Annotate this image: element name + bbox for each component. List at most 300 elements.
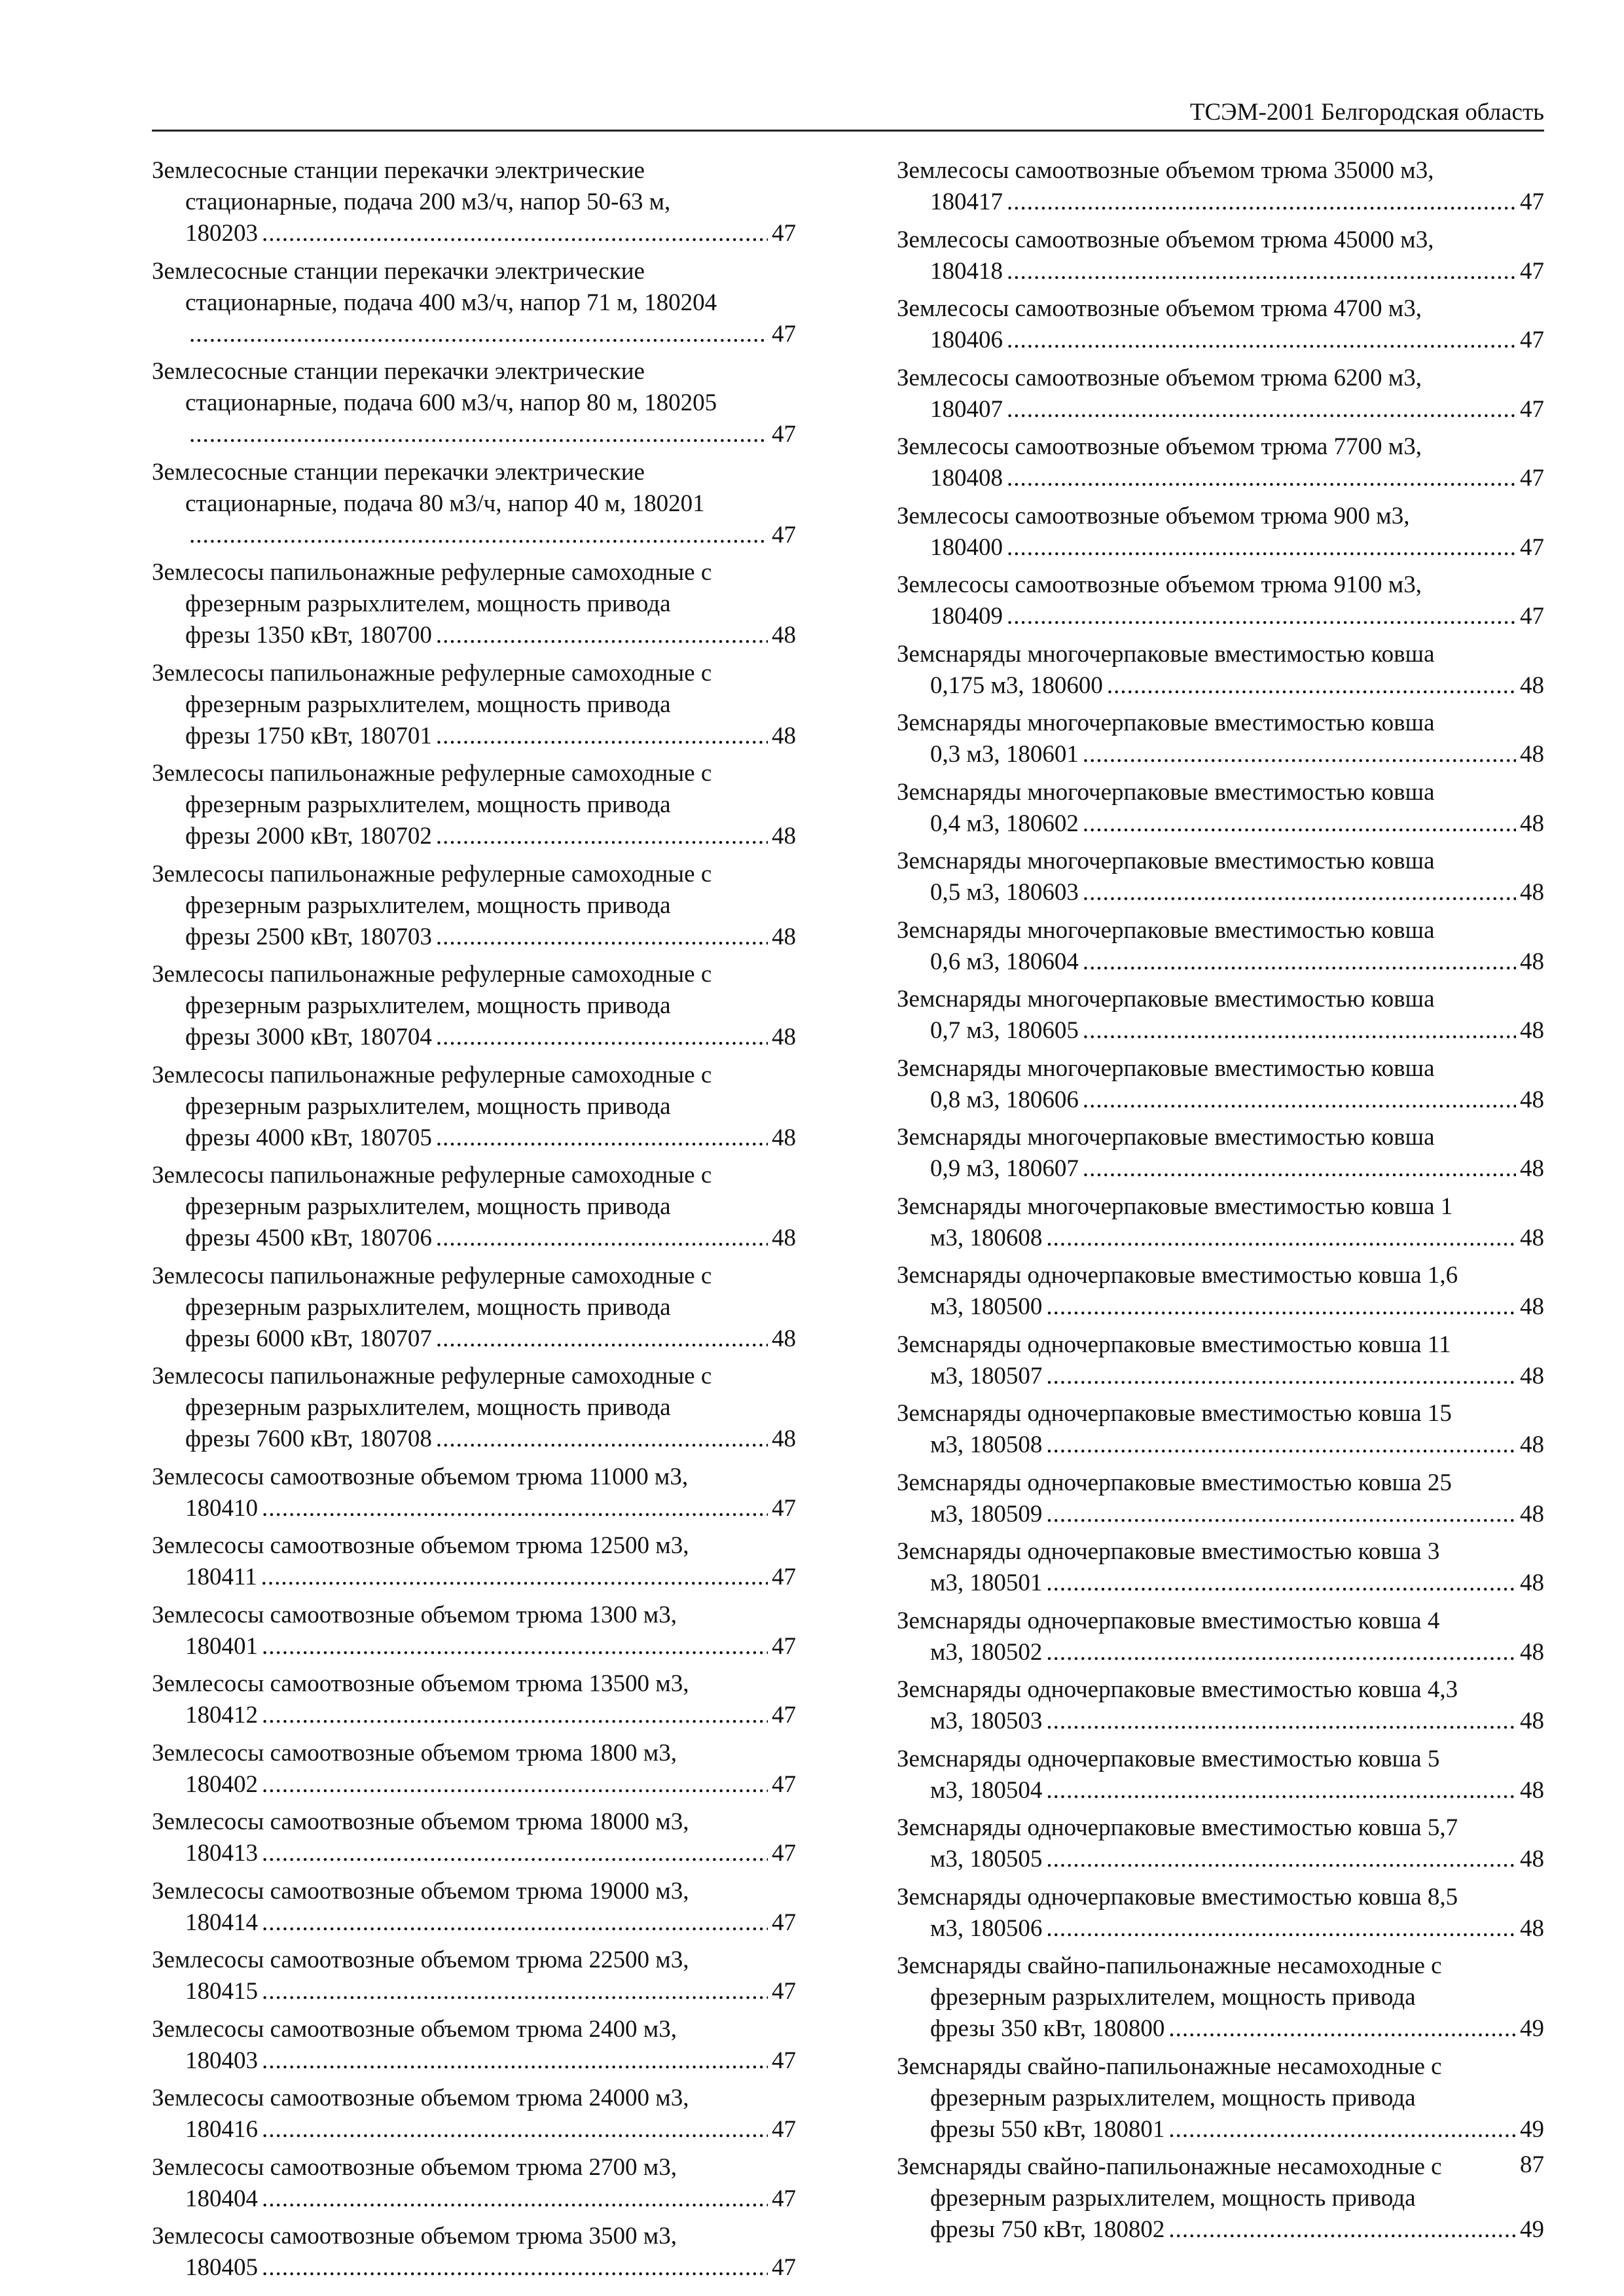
dot-leader — [262, 1700, 768, 1731]
index-entry-page: 47 — [772, 1909, 796, 1936]
dot-leader — [1046, 1361, 1516, 1392]
index-entry-leader — [152, 620, 796, 651]
index-entry-code: 0,8 м3, 180606 — [930, 1086, 1079, 1113]
index-entry — [152, 1060, 796, 1154]
index-entry-leader — [897, 2214, 1544, 2246]
index-entry-text: Землесосы папильонажные рефулерные самоходные с фрезерным разрыхлителем, мощность привода — [152, 1061, 712, 1120]
index-entry — [897, 1191, 1544, 1254]
index-entry-leader — [897, 1291, 1544, 1323]
index-entry-code: м3, 180502 — [930, 1638, 1043, 1666]
index-entry — [152, 1361, 796, 1455]
index-entry-text: Земснаряды многочерпаковые вместимостью ковша — [897, 1124, 1435, 1151]
index-column-left — [152, 155, 796, 2290]
index-entry-text: Землесосы папильонажные рефулерные самоходные с фрезерным разрыхлителем, мощность привода — [152, 559, 712, 617]
index-entry-page: 48 — [1520, 1224, 1544, 1251]
index-entry-text: Землесосы самоотвозные объемом трюма 9100 м3, — [897, 571, 1422, 598]
index-entry — [152, 2152, 796, 2215]
index-entry — [152, 457, 796, 551]
index-entry-page: 48 — [1520, 1500, 1544, 1528]
index-entry-code: 180414 — [185, 1909, 258, 1936]
index-entry-page: 47 — [772, 2047, 796, 2074]
index-entry-code: фрезы 1350 кВт, 180700 — [185, 622, 432, 649]
index-entry-leader — [152, 2183, 796, 2215]
dot-leader — [262, 1976, 768, 2007]
index-entry-leader — [152, 1700, 796, 1731]
index-entry-code: 180417 — [930, 188, 1003, 215]
index-entry-page: 48 — [772, 923, 796, 950]
index-entry-page: 48 — [772, 1124, 796, 1151]
index-entry-text: Землесосы самоотвозные объемом трюма 13500 м3, — [152, 1670, 689, 1697]
index-entry-text: Земснаряды одночерпаковые вместимостью ковша 11 — [897, 1331, 1451, 1358]
index-entry — [152, 1668, 796, 1731]
index-entry-page: 47 — [772, 1770, 796, 1798]
index-entry-code: 180409 — [930, 603, 1003, 630]
index-entry-page: 48 — [1520, 948, 1544, 975]
index-entry-leader — [152, 520, 796, 551]
index-entry-page: 47 — [772, 320, 796, 348]
index-entry — [897, 915, 1544, 978]
dot-leader — [262, 2183, 768, 2215]
index-entry-text: Земснаряды многочерпаковые вместимостью ковша — [897, 848, 1435, 874]
dot-leader — [436, 1122, 768, 1154]
index-entry-page: 47 — [1520, 257, 1544, 285]
dot-leader — [1083, 877, 1516, 908]
index-entry-leader — [152, 1838, 796, 1869]
dot-leader — [1168, 2114, 1516, 2145]
dot-leader — [436, 620, 768, 651]
index-entry-page: 48 — [772, 1024, 796, 1050]
dot-leader — [261, 1562, 768, 1593]
index-entry-code: 180203 — [185, 220, 258, 247]
index-entry — [897, 1674, 1544, 1737]
index-entry — [897, 1882, 1544, 1945]
index-entry-leader — [152, 2252, 796, 2284]
index-entry-leader — [897, 2114, 1544, 2145]
index-entry-code: 180416 — [185, 2116, 258, 2143]
index-entry-text: Землесосы самоотвозные объемом трюма 12500 м3, — [152, 1532, 689, 1559]
index-entry-leader — [897, 1775, 1544, 1806]
index-entry — [897, 1260, 1544, 1323]
index-entry — [152, 256, 796, 350]
dot-leader — [262, 2114, 768, 2145]
index-entry-code: фрезы 4500 кВт, 180706 — [185, 1225, 432, 1251]
index-entry — [897, 1812, 1544, 1875]
index-entry-code: фрезы 4000 кВт, 180705 — [185, 1124, 432, 1151]
index-entry-code: м3, 180509 — [930, 1500, 1043, 1528]
index-entry-code: 180402 — [185, 1770, 258, 1798]
index-entry-page: 48 — [772, 1426, 796, 1452]
index-entry-leader — [897, 1706, 1544, 1737]
index-entry — [897, 1744, 1544, 1806]
index-entry — [897, 1950, 1544, 2045]
index-entry — [152, 658, 796, 752]
dot-leader — [1046, 1706, 1516, 1737]
index-entry-text: Землесосные станции перекачки электрические стационарные, подача 600 м3/ч, напор 80 м, 180205 — [152, 358, 717, 416]
index-entry-text: Земснаряды одночерпаковые вместимостью ковша 4 — [897, 1607, 1440, 1634]
dot-leader — [1007, 532, 1516, 564]
index-entry-page: 49 — [1520, 2216, 1544, 2243]
index-entry — [897, 1053, 1544, 1116]
index-entry-code: м3, 180508 — [930, 1431, 1043, 1458]
index-entry-page: 47 — [1520, 603, 1544, 630]
index-entry-text: Землесосы самоотвозные объемом трюма 35000 м3, — [897, 157, 1434, 184]
dot-leader — [262, 1838, 768, 1869]
index-entry-page: 48 — [1520, 1362, 1544, 1390]
index-entry-text: Земснаряды одночерпаковые вместимостью ковша 1,6 — [897, 1262, 1458, 1289]
index-entry-text: Земснаряды многочерпаковые вместимостью ковша 1 — [897, 1193, 1453, 1220]
index-entry-code: 0,6 м3, 180604 — [930, 948, 1079, 975]
dot-leader — [436, 1323, 768, 1355]
index-entry-text: Земснаряды многочерпаковые вместимостью ковша — [897, 986, 1435, 1013]
index-entry-code: фрезы 7600 кВт, 180708 — [185, 1426, 432, 1452]
index-entry-text: Землесосные станции перекачки электрические стационарные, подача 400 м3/ч, напор 71 м, 180204 — [152, 257, 717, 316]
index-entry-page: 48 — [772, 722, 796, 749]
index-entry — [897, 431, 1544, 494]
dot-leader — [189, 419, 768, 450]
dot-leader — [436, 922, 768, 953]
dot-leader — [1007, 601, 1516, 632]
index-entry-code: фрезы 750 кВт, 180802 — [930, 2216, 1165, 2243]
index-entry-code: м3, 180501 — [930, 1570, 1043, 1596]
index-entry — [152, 1530, 796, 1593]
dot-leader — [1083, 808, 1516, 840]
index-entry-code: м3, 180608 — [930, 1224, 1043, 1251]
index-entry-code: 0,9 м3, 180607 — [930, 1155, 1079, 1182]
index-entry-text: Земснаряды одночерпаковые вместимостью ковша 15 — [897, 1400, 1452, 1427]
index-entry — [152, 356, 796, 450]
index-entry-page: 47 — [1520, 465, 1544, 492]
index-entry-leader — [152, 2045, 796, 2077]
index-entry-text: Земснаряды одночерпаковые вместимостью ковша 4,3 — [897, 1676, 1458, 1703]
index-entry-page: 47 — [772, 2185, 796, 2212]
index-entry-code: 180413 — [185, 1840, 258, 1867]
index-entry-code: м3, 180504 — [930, 1776, 1043, 1804]
index-entry-leader — [897, 256, 1544, 287]
index-entry-page: 47 — [772, 1840, 796, 1867]
index-entry-page: 48 — [1520, 1431, 1544, 1458]
index-entry-page: 47 — [1520, 395, 1544, 423]
index-entry-code: фрезы 1750 кВт, 180701 — [185, 722, 432, 749]
index-entry-code: 180418 — [930, 257, 1003, 285]
index-entry-code: фрезы 2500 кВт, 180703 — [185, 923, 432, 950]
index-entry-text: Землесосы самоотвозные объемом трюма 6200 м3, — [897, 364, 1422, 391]
index-entry-page: 47 — [772, 421, 796, 448]
index-entry-leader — [897, 946, 1544, 978]
dot-leader — [1046, 1429, 1516, 1461]
page-number: 87 — [1520, 2151, 1544, 2178]
index-entry-code: 180401 — [185, 1632, 258, 1660]
index-entry-text: Землесосы самоотвозные объемом трюма 900 м3, — [897, 502, 1410, 529]
index-entry-code: 180410 — [185, 1494, 258, 1522]
index-entry-code: м3, 180507 — [930, 1362, 1043, 1390]
index-entry-text: Земснаряды многочерпаковые вместимостью ковша — [897, 916, 1435, 944]
dot-leader — [1083, 739, 1516, 770]
dot-leader — [262, 2045, 768, 2077]
index-entry — [152, 959, 796, 1053]
index-entry-leader — [152, 419, 796, 450]
dot-leader — [189, 520, 768, 551]
index-entry-text: Землесосы самоотвозные объемом трюма 2400 м3, — [152, 2015, 677, 2043]
running-header — [152, 97, 1544, 132]
index-entry-page: 48 — [772, 823, 796, 850]
index-entry-leader — [897, 1429, 1544, 1461]
index-entry — [897, 708, 1544, 770]
index-entry-leader — [152, 218, 796, 249]
index-entry-text: Землесосы самоотвозные объемом трюма 4700 м3, — [897, 295, 1422, 322]
index-entry-leader — [897, 325, 1544, 356]
index-entry-text: Земснаряды многочерпаковые вместимостью ковша — [897, 778, 1435, 806]
index-entry — [897, 1122, 1544, 1185]
index-entry-text: Земснаряды многочерпаковые вместимостью ковша — [897, 1054, 1435, 1082]
index-entry-text: Земснаряды многочерпаковые вместимостью ковша — [897, 709, 1435, 736]
index-entry — [152, 1600, 796, 1662]
index-entry-page: 47 — [772, 220, 796, 247]
index-entry-text: Земснаряды одночерпаковые вместимостью ковша 3 — [897, 1538, 1440, 1565]
index-entry-text: Землесосы самоотвозные объемом трюма 11000 м3, — [152, 1463, 689, 1490]
index-entry-text: Землесосы самоотвозные объемом трюма 45000 м3, — [897, 226, 1434, 253]
index-entry — [152, 1806, 796, 1869]
index-entry-page: 48 — [772, 1325, 796, 1352]
index-entry — [897, 155, 1544, 218]
index-entry-code: 180405 — [185, 2254, 258, 2281]
index-entry-leader — [152, 922, 796, 953]
dot-leader — [436, 1022, 768, 1053]
index-entry-text: Земснаряды одночерпаковые вместимостью ковша 8,5 — [897, 1883, 1458, 1910]
index-entry-text: Землесосы самоотвозные объемом трюма 24000 м3, — [152, 2085, 689, 2111]
index-entry-page: 47 — [1520, 327, 1544, 353]
index-entry — [152, 557, 796, 651]
index-entry — [152, 1261, 796, 1355]
index-entry-leader — [897, 187, 1544, 218]
index-entry-text: Землесосы самоотвозные объемом трюма 1800 м3, — [152, 1739, 677, 1767]
dot-leader — [262, 1769, 768, 1801]
dot-leader — [262, 2252, 768, 2284]
index-entry-page: 47 — [772, 521, 796, 548]
dot-leader — [1168, 2013, 1516, 2045]
dot-leader — [1007, 463, 1516, 494]
index-entry — [897, 363, 1544, 425]
index-entry — [897, 1398, 1544, 1461]
dot-leader — [1046, 1568, 1516, 1599]
index-entry — [152, 2014, 796, 2077]
index-entry-text: Землесосы самоотвозные объемом трюма 22500 м3, — [152, 1946, 689, 1973]
index-entry-text: Землесосы самоотвозные объемом трюма 1300 м3, — [152, 1601, 677, 1628]
index-entry-page: 48 — [772, 622, 796, 649]
index-entry — [152, 1945, 796, 2007]
dot-leader — [1046, 1499, 1516, 1530]
index-entry-code: 0,3 м3, 180601 — [930, 741, 1079, 768]
index-entry-text: Землесосы самоотвозные объемом трюма 3500 м3, — [152, 2223, 677, 2250]
index-entry-leader — [897, 1361, 1544, 1392]
index-entry — [152, 1160, 796, 1254]
index-entry-leader — [897, 1499, 1544, 1530]
index-entry-code: 180407 — [930, 395, 1003, 423]
index-entry-leader — [897, 1844, 1544, 1875]
index-entry-page: 47 — [772, 1564, 796, 1590]
dot-leader — [436, 1223, 768, 1254]
index-entry-leader — [152, 1493, 796, 1524]
index-entry-code: фрезы 2000 кВт, 180702 — [185, 823, 432, 850]
dot-leader — [1083, 946, 1516, 978]
index-entry-leader — [152, 1223, 796, 1254]
index-entry-leader — [897, 1015, 1544, 1047]
index-entry-text: Земснаряды свайно-папильонажные несамоходные с фрезерным разрыхлителем, мощность привода — [897, 1952, 1442, 2011]
index-entry-leader — [152, 1976, 796, 2007]
dot-leader — [1046, 1637, 1516, 1668]
index-entry-text: Землесосы папильонажные рефулерные самоходные с фрезерным разрыхлителем, мощность привода — [152, 760, 712, 818]
index-entry-page: 48 — [1520, 810, 1544, 837]
index-entry-text: Земснаряды одночерпаковые вместимостью ковша 5,7 — [897, 1814, 1458, 1841]
dot-leader — [1083, 1015, 1516, 1047]
index-entry-leader — [897, 808, 1544, 840]
dot-leader — [1046, 1844, 1516, 1875]
index-entry-code: 0,4 м3, 180602 — [930, 810, 1079, 837]
index-entry-leader — [897, 394, 1544, 425]
dot-leader — [1007, 325, 1516, 356]
document-title: ТСЭМ-2001 Белгородская область — [1189, 99, 1544, 126]
index-entry-page: 49 — [1520, 2015, 1544, 2042]
index-entry-page: 48 — [1520, 1638, 1544, 1666]
index-entry-code: 180411 — [185, 1564, 257, 1590]
dot-leader — [1007, 394, 1516, 425]
index-entry-page: 48 — [1520, 1570, 1544, 1596]
index-entry — [897, 984, 1544, 1047]
index-entry — [152, 1738, 796, 1801]
index-entry-page: 48 — [1520, 672, 1544, 699]
index-entry-page: 48 — [1520, 741, 1544, 768]
dot-leader — [436, 821, 768, 852]
dot-leader — [189, 319, 768, 350]
index-entry-code: м3, 180505 — [930, 1846, 1043, 1873]
index-entry-page: 48 — [1520, 1293, 1544, 1320]
index-entry-code: фрезы 3000 кВт, 180704 — [185, 1024, 432, 1050]
index-entry-code: м3, 180503 — [930, 1708, 1043, 1734]
index-entry-leader — [152, 1424, 796, 1455]
index-entry — [152, 1462, 796, 1524]
index-entry-code: 0,7 м3, 180605 — [930, 1017, 1079, 1044]
index-entry-leader — [152, 821, 796, 852]
index-entry-code: фрезы 350 кВт, 180800 — [930, 2015, 1165, 2042]
index-entry-page: 48 — [1520, 1155, 1544, 1182]
dot-leader — [1046, 1913, 1516, 1945]
index-entry-leader — [897, 1568, 1544, 1599]
dot-leader — [262, 1493, 768, 1524]
index-entry-text: Земснаряды одночерпаковые вместимостью ковша 5 — [897, 1745, 1440, 1772]
index-entry-text: Землесосы папильонажные рефулерные самоходные с фрезерным разрыхлителем, мощность привода — [152, 1262, 712, 1321]
index-entry-text: Землесосы папильонажные рефулерные самоходные с фрезерным разрыхлителем, мощность привода — [152, 961, 712, 1019]
dot-leader — [1083, 1153, 1516, 1185]
index-entry — [152, 155, 796, 249]
index-entry-leader — [897, 532, 1544, 564]
index-entry-page: 48 — [772, 1225, 796, 1251]
dot-leader — [1083, 1085, 1516, 1116]
index-entry — [152, 1876, 796, 1939]
dot-leader — [436, 721, 768, 752]
index-entry-text: Землесосные станции перекачки электрические стационарные, подача 200 м3/ч, напор 50-63 м, — [152, 157, 671, 215]
index-entry-leader — [152, 1022, 796, 1053]
index-entry-page: 47 — [1520, 188, 1544, 215]
index-entry-leader — [897, 1913, 1544, 1945]
dot-leader — [1168, 2214, 1516, 2246]
index-entry-page: 47 — [772, 1632, 796, 1660]
index-entry-page: 48 — [1520, 1846, 1544, 1873]
index-entry — [897, 1605, 1544, 1668]
index-entry-leader — [152, 319, 796, 350]
dot-leader — [262, 1907, 768, 1939]
index-entry-page: 48 — [1520, 1708, 1544, 1734]
dot-leader — [1046, 1223, 1516, 1254]
index-entry-text: Землесосы папильонажные рефулерные самоходные с фрезерным разрыхлителем, мощность привода — [152, 1162, 712, 1220]
index-entry-text: Земснаряды одночерпаковые вместимостью ковша 25 — [897, 1469, 1452, 1496]
index-entry-leader — [897, 670, 1544, 702]
index-entry — [897, 1329, 1544, 1392]
index-entry — [897, 846, 1544, 908]
index-entry — [897, 501, 1544, 564]
index-entry-code: 180415 — [185, 1978, 258, 2005]
dot-leader — [262, 1631, 768, 1662]
dot-leader — [436, 1424, 768, 1455]
index-entry-leader — [152, 2114, 796, 2145]
index-entry-text: Земснаряды свайно-папильонажные несамоходные с фрезерным разрыхлителем, мощность привода — [897, 2153, 1442, 2212]
index-column-right — [897, 155, 1544, 2252]
index-entry-text: Землесосы самоотвозные объемом трюма 7700 м3, — [897, 433, 1422, 460]
index-entry-code: 0,5 м3, 180603 — [930, 879, 1079, 906]
index-entry-page: 47 — [1520, 533, 1544, 561]
index-entry-leader — [152, 1562, 796, 1593]
index-entry-page: 47 — [772, 1702, 796, 1729]
index-entry — [152, 2221, 796, 2284]
index-entry-page: 48 — [1520, 1776, 1544, 1804]
index-entry-leader — [897, 877, 1544, 908]
dot-leader — [1107, 670, 1516, 702]
index-entry-leader — [152, 1631, 796, 1662]
index-entry — [897, 777, 1544, 840]
index-entry-leader — [897, 1637, 1544, 1668]
index-entry-text: Землесосы папильонажные рефулерные самоходные с фрезерным разрыхлителем, мощность привода — [152, 860, 712, 919]
index-entry — [897, 2151, 1544, 2246]
index-entry-code: 180406 — [930, 327, 1003, 353]
index-entry-page: 48 — [1520, 879, 1544, 906]
index-entry — [152, 2083, 796, 2145]
index-entry-code: 0,175 м3, 180600 — [930, 672, 1103, 699]
index-entry-leader — [897, 601, 1544, 632]
index-entry-leader — [152, 1907, 796, 1939]
dot-leader — [1046, 1775, 1516, 1806]
index-entry — [897, 293, 1544, 356]
index-entry-page: 47 — [772, 1494, 796, 1522]
index-entry-leader — [152, 1769, 796, 1801]
index-entry-text: Земснаряды свайно-папильонажные несамоходные с фрезерным разрыхлителем, мощность привода — [897, 2053, 1442, 2111]
index-entry-leader — [897, 1153, 1544, 1185]
index-entry-page: 47 — [772, 1978, 796, 2005]
index-entry-code: фрезы 6000 кВт, 180707 — [185, 1325, 432, 1352]
index-entry-text: Землесосы папильонажные рефулерные самоходные с фрезерным разрыхлителем, мощность привода — [152, 659, 712, 718]
index-entry-leader — [152, 1323, 796, 1355]
index-entry-code: 180400 — [930, 533, 1003, 561]
dot-leader — [1046, 1291, 1516, 1323]
index-entry-code: м3, 180506 — [930, 1914, 1043, 1942]
index-entry-code: 180404 — [185, 2185, 258, 2212]
index-entry-page: 48 — [1520, 1017, 1544, 1044]
index-entry-text: Землесосы папильонажные рефулерные самоходные с фрезерным разрыхлителем, мощность привода — [152, 1363, 712, 1421]
dot-leader — [1007, 187, 1516, 218]
index-entry-code: 180403 — [185, 2047, 258, 2074]
index-entry-code: фрезы 550 кВт, 180801 — [930, 2115, 1165, 2143]
index-entry — [152, 758, 796, 852]
index-entry — [897, 569, 1544, 632]
index-entry-page: 49 — [1520, 2115, 1544, 2143]
index-entry-page: 48 — [1520, 1086, 1544, 1113]
